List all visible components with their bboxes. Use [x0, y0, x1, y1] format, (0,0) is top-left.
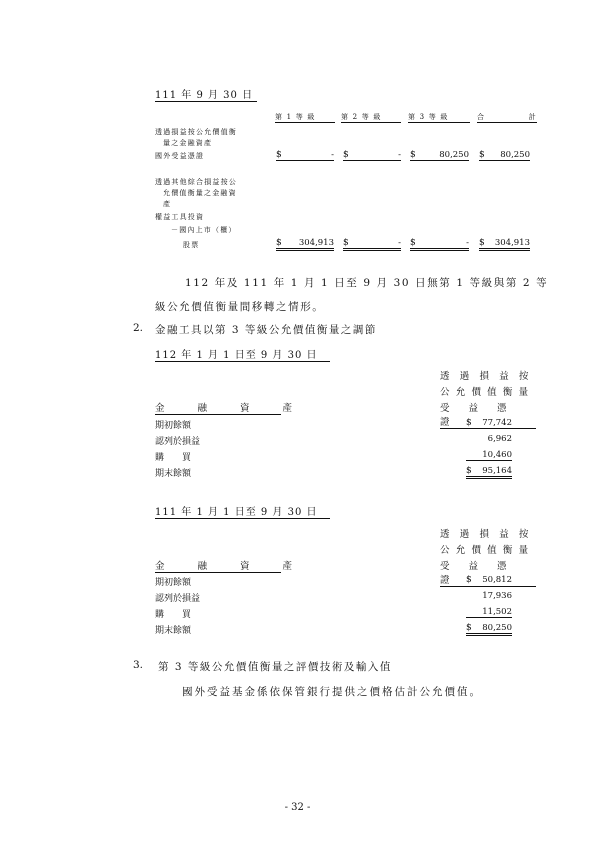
row2-dollar-1: $: [276, 238, 282, 248]
col-header-level3: 第 3 等 級: [408, 112, 470, 123]
recon2023-left-header: 金 融 資 產: [155, 400, 281, 415]
row1-dollar-4: $: [479, 150, 485, 160]
recon2023-closing-value: 95,164: [466, 466, 512, 479]
row2-level1: 304,913: [276, 238, 334, 251]
recon2022-col-header-2: 公 允 價 值 衡 量: [440, 545, 530, 556]
group2-sub1: 權益工具投資: [155, 213, 205, 221]
recon2023-col-header-1: 透 過 損 益 按: [440, 371, 532, 382]
group2-sub2: －國內上市（櫃）: [171, 226, 237, 234]
section2-title: 金融工具以第 3 等級公允價值衡量之調節: [155, 324, 377, 336]
recon2023-heading: 112 年 1 月 1 日至 9 月 30 日: [155, 346, 330, 362]
recon2022-closing-value: 80,250: [466, 623, 512, 636]
group1-title-line2: 量之金融資產: [163, 139, 213, 147]
recon2023-row-opening-label: 期初餘額: [155, 421, 192, 431]
page-number: - 32 -: [284, 802, 311, 813]
row1-level2: -: [343, 150, 401, 161]
para1-line2: 級公允價值衡量間移轉之情形。: [155, 301, 325, 313]
row1-dollar-2: $: [343, 150, 349, 160]
section3-body: 國外受益基金係依保管銀行提供之價格估計公允價值。: [182, 686, 482, 698]
row1-label: 國外受益憑證: [155, 152, 205, 160]
row1-level3: 80,250: [410, 150, 469, 161]
recon2023-row-pl-label: 認列於損益: [155, 437, 201, 447]
row1-total: 80,250: [479, 150, 530, 161]
recon2023-closing-dollar: $: [466, 466, 472, 476]
group2-title-line2: 允價值衡量之金融資: [163, 189, 237, 197]
col-header-level2: 第 2 等 級: [341, 112, 401, 123]
group1-title-line1: 透過損益按公允價值衡: [155, 128, 237, 136]
group2-title-line1: 透過其他綜合損益按公: [155, 178, 237, 186]
row2-label: 股票: [183, 241, 200, 249]
group2-title-line3: 產: [163, 200, 172, 208]
recon2022-opening-dollar: $: [466, 575, 472, 585]
recon2023-row-closing-label: 期末餘額: [155, 469, 192, 479]
section3-number: 3.: [133, 659, 144, 671]
row2-dollar-2: $: [343, 238, 349, 248]
para1-line1: 112 年及 111 年 1 月 1 日至 9 月 30 日無第 1 等級與第 2 等: [185, 277, 549, 289]
recon2022-opening-value: 50,812: [482, 575, 512, 585]
row2-level3: -: [410, 238, 469, 251]
recon2023-row-purchase-label: 購 買: [155, 453, 192, 463]
recon2022-row-purchase-label: 購 買: [155, 610, 192, 620]
recon2023-purchase-value: 10,460: [466, 450, 512, 461]
recon2023-col-header-3: 受 益 憑 證: [440, 400, 536, 429]
col-header-level1: 第 1 等 級: [275, 112, 335, 123]
recon2022-row-closing-label: 期末餘額: [155, 626, 192, 636]
recon2022-col-header-1: 透 過 損 益 按: [440, 529, 532, 540]
recon2023-opening-value: 77,742: [482, 418, 512, 428]
recon2022-pl-value: 17,936: [482, 591, 512, 601]
row2-level2: -: [343, 238, 401, 251]
section3-title: 第 3 等級公允價值衡量之評價技術及輸入值: [158, 661, 392, 673]
recon2022-col-header-3: 受 益 憑 證: [440, 558, 536, 587]
recon2022-closing-dollar: $: [466, 623, 472, 633]
recon2022-row-pl-label: 認列於損益: [155, 594, 201, 604]
recon2023-opening-dollar: $: [466, 418, 472, 428]
recon2023-pl-value: 6,962: [487, 434, 512, 444]
row2-dollar-3: $: [410, 238, 416, 248]
row1-level1: -: [276, 150, 334, 161]
recon2023-col-header-2: 公 允 價 值 衡 量: [440, 387, 530, 398]
row2-total: 304,913: [479, 238, 530, 251]
section2-number: 2.: [133, 322, 144, 334]
recon2022-row-opening-label: 期初餘額: [155, 578, 192, 588]
row1-dollar-3: $: [410, 150, 416, 160]
row2-dollar-4: $: [479, 238, 485, 248]
recon2022-purchase-value: 11,502: [466, 607, 512, 618]
recon2022-heading: 111 年 1 月 1 日至 9 月 30 日: [155, 503, 330, 519]
table-heading: 111 年 9 月 30 日: [155, 86, 257, 102]
recon2022-left-header: 金 融 資 產: [155, 558, 281, 573]
row1-dollar-1: $: [276, 150, 282, 160]
col-header-total: 合 計: [477, 113, 537, 121]
